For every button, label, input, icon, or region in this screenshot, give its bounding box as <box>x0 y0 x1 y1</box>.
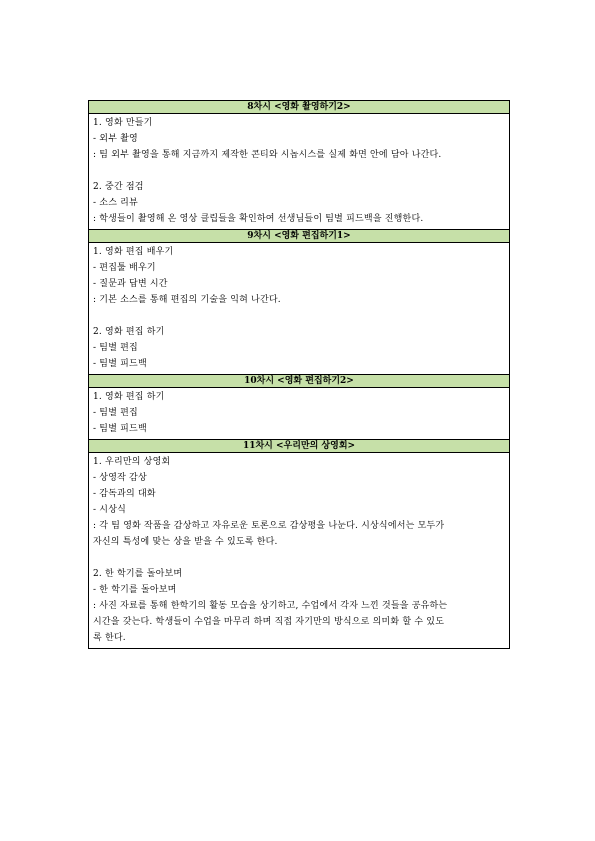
content-line: - 시상식 <box>93 505 126 515</box>
content-line: 1. 영화 만들기 <box>93 118 153 128</box>
content-line: : 각 팀 영화 작품을 감상하고 자유로운 토론으로 감상평을 나눈다. 시상식에서는 모두가 <box>93 521 445 531</box>
content-line: 록 한다. <box>93 633 126 643</box>
session-title: 8차시 <영화 촬영하기2> <box>89 101 510 114</box>
content-line: 2. 영화 편집 하기 <box>93 327 165 337</box>
content-line: - 외부 촬영 <box>93 134 138 144</box>
session-content-row <box>89 114 510 230</box>
content-line: 1. 영화 편집 배우기 <box>93 247 174 257</box>
content-line: 자신의 특성에 맞는 상을 받을 수 있도록 한다. <box>93 537 278 547</box>
session-content <box>89 114 510 230</box>
session-title: 11차시 <우리만의 상영회> <box>89 440 510 453</box>
content-line: : 기본 소스를 통해 편집의 기술을 익혀 나간다. <box>93 295 281 305</box>
content-line: 2. 중간 점검 <box>93 182 144 192</box>
blank-line <box>93 308 505 324</box>
session-title: 9차시 <영화 편집하기1> <box>89 230 510 243</box>
content-line: 2. 한 학기를 돌아보며 <box>93 569 183 579</box>
session-header-row <box>89 230 510 243</box>
content-line: - 감독과의 대화 <box>93 489 156 499</box>
content-line: - 팀별 편집 <box>93 408 138 418</box>
content-line: - 한 학기를 돌아보며 <box>93 585 177 595</box>
session-content <box>89 388 510 440</box>
blank-line <box>93 163 505 179</box>
content-line: - 편집툴 배우기 <box>93 263 156 273</box>
session-content-row <box>89 453 510 649</box>
content-line: : 학생들이 촬영해 온 영상 클립들을 확인하여 선생님들이 팀별 피드백을 진행한다. <box>93 214 424 224</box>
content-line: : 사진 자료를 통해 한학기의 활동 모습을 상기하고, 수업에서 각자 느낀 것들을 공유하는 <box>93 601 448 611</box>
lesson-plan-table-body <box>89 101 510 649</box>
content-line: 시간을 갖는다. 학생들이 수업을 마무리 하며 직접 자기만의 방식으로 의미화 할 수 있도 <box>93 617 445 627</box>
content-line: 1. 영화 편집 하기 <box>93 392 165 402</box>
content-line: - 질문과 답변 시간 <box>93 279 168 289</box>
session-header-row <box>89 101 510 114</box>
session-content-row <box>89 388 510 440</box>
session-content-row <box>89 243 510 375</box>
lesson-plan-table <box>88 100 510 649</box>
content-line: - 소스 리뷰 <box>93 198 138 208</box>
content-line: - 팀별 피드백 <box>93 359 147 369</box>
session-content <box>89 453 510 649</box>
blank-line <box>93 550 505 566</box>
content-line: - 팀별 피드백 <box>93 424 147 434</box>
session-content <box>89 243 510 375</box>
content-line: - 상영작 감상 <box>93 473 147 483</box>
content-line: - 팀별 편집 <box>93 343 138 353</box>
session-header-row <box>89 440 510 453</box>
content-line: : 팀 외부 촬영을 통해 지금까지 제작한 콘티와 시놉시스를 실제 화면 안에 담아 나간다. <box>93 150 442 160</box>
content-line: 1. 우리만의 상영회 <box>93 457 171 467</box>
session-header-row <box>89 375 510 388</box>
session-title: 10차시 <영화 편집하기2> <box>89 375 510 388</box>
